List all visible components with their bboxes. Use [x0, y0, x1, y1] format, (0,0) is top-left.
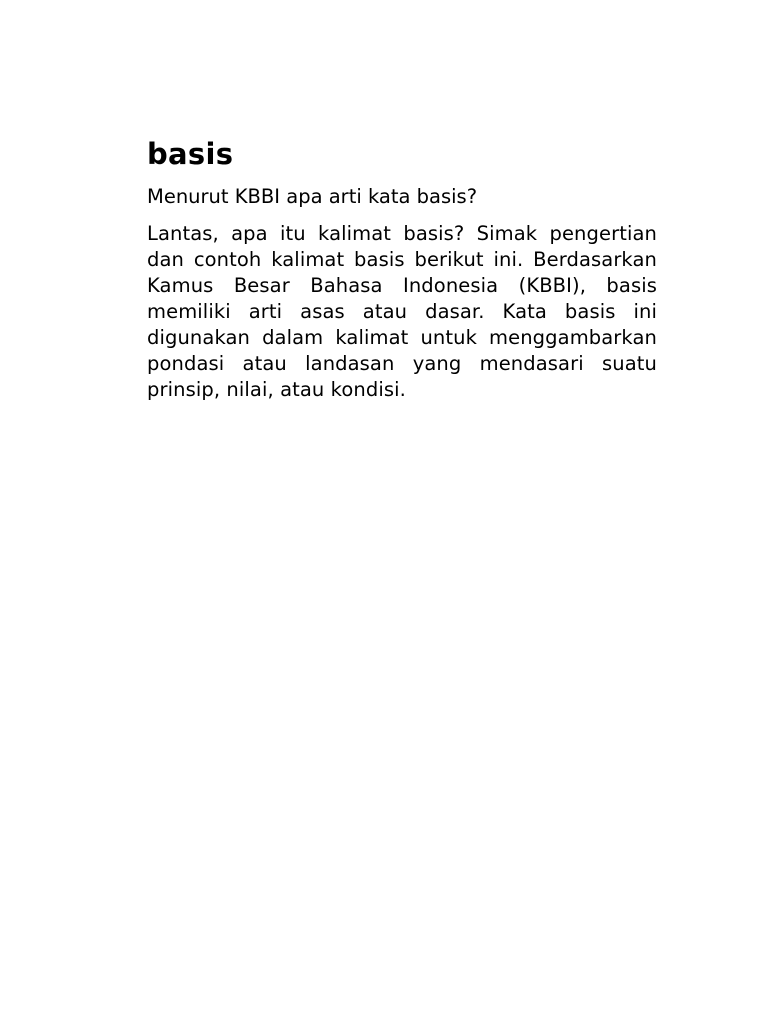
document-title: basis	[147, 137, 234, 171]
body-paragraph: Lantas, apa itu kalimat basis? Simak pengertian dan contoh kalimat basis berikut ini. Berdasarkan Kamus Besar Bahasa Indonesia (KBBI), basis memiliki arti asas atau dasar. Kata basis ini digunakan dalam kalimat untuk menggambarkan pondasi atau landasan yang mendasari suatu prinsip, nilai, atau kondisi.	[147, 222, 657, 401]
question-text: Menurut KBBI apa arti kata basis?	[147, 185, 478, 208]
document-page	[147, 134, 657, 403]
